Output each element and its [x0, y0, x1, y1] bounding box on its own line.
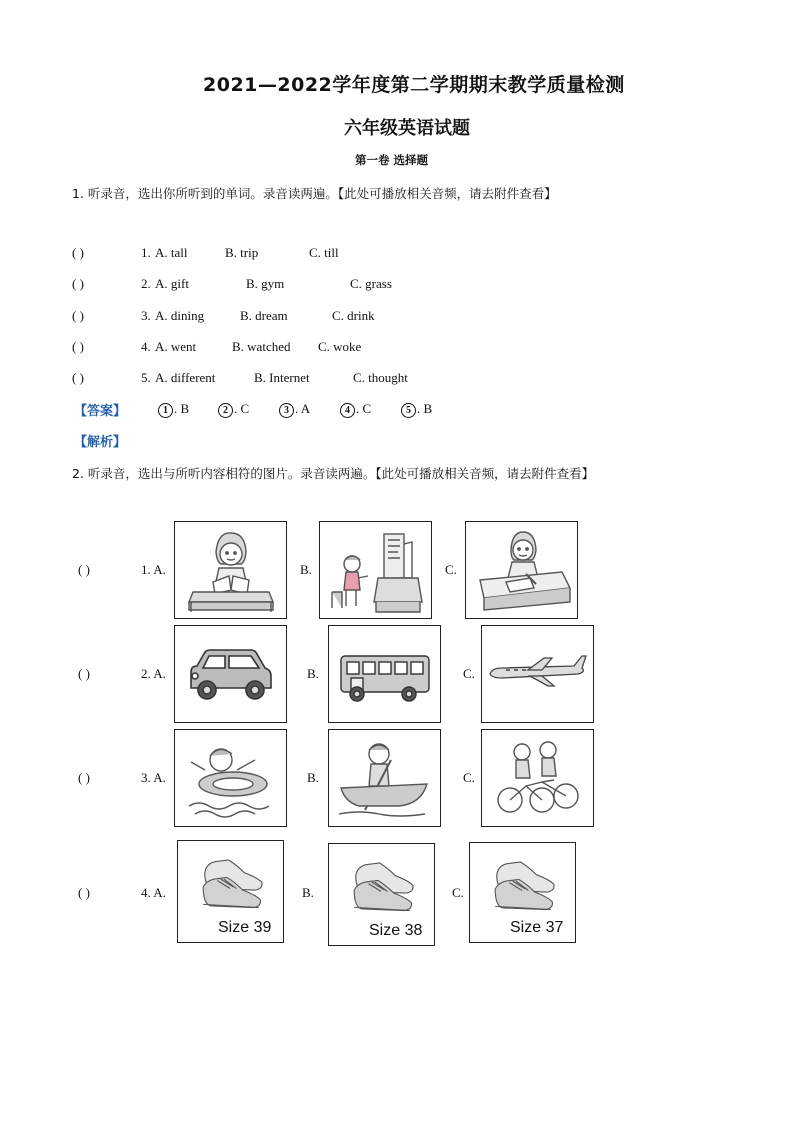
option-b-label: B. [307, 666, 319, 681]
answer-item [218, 401, 249, 418]
option-c[interactable]: C. thought [353, 370, 408, 385]
girl-writing-icon [466, 522, 577, 618]
answer-value: . A [295, 401, 311, 416]
answer-number: 2 [218, 403, 233, 418]
girl-reading-icon [175, 522, 286, 618]
girl-at-drawing-board-icon [320, 522, 431, 618]
option-b-image[interactable] [328, 625, 441, 723]
plane-icon [482, 626, 593, 722]
answer-number: 3 [279, 403, 294, 418]
question-1-prompt: 1. 听录音，选出你所听到的单词。录音读两遍。【此处可播放相关音频，请去附件查看】 [72, 186, 557, 201]
option-a-label: 4. A. [141, 885, 166, 900]
answer-value: . C [234, 401, 250, 416]
option-b-label: B. [300, 562, 312, 577]
section-heading: 第一卷 选择题 [355, 153, 429, 167]
option-c-image[interactable] [465, 521, 578, 619]
option-a[interactable]: A. went [155, 339, 197, 354]
answer-blank[interactable]: ( ) [72, 245, 84, 260]
answer-number: 1 [158, 403, 173, 418]
option-b[interactable]: B. dream [240, 308, 288, 323]
option-c[interactable]: C. drink [332, 308, 375, 323]
answer-blank[interactable]: ( ) [78, 562, 90, 577]
answer-item [158, 401, 189, 418]
page-title: 2021—2022学年度第二学期期末教学质量检测 [203, 74, 625, 96]
option-a[interactable]: A. dining [155, 308, 205, 323]
item-number: 4. [141, 339, 151, 354]
option-b[interactable]: B. trip [225, 245, 259, 260]
car-icon [175, 626, 286, 722]
option-a[interactable]: A. different [155, 370, 216, 385]
boy-rowing-icon [329, 730, 440, 826]
size-label: Size 37 [510, 919, 564, 936]
answer-value: . C [356, 401, 372, 416]
option-a[interactable]: A. tall [155, 245, 188, 260]
option-c-label: C. [463, 770, 475, 785]
sneakers-icon [329, 844, 434, 924]
answer-blank[interactable]: ( ) [72, 276, 84, 291]
bus-icon [329, 626, 440, 722]
option-a[interactable]: A. gift [155, 276, 189, 291]
option-c-label: C. [452, 885, 464, 900]
option-b-image[interactable] [328, 843, 435, 946]
option-a-image[interactable] [177, 840, 284, 943]
item-number: 1. [141, 245, 151, 260]
option-a-label: 1. A. [141, 562, 166, 577]
option-c-image[interactable] [469, 842, 576, 943]
option-b-image[interactable] [319, 521, 432, 619]
answer-label: 【答案】 [74, 404, 127, 419]
item-number: 2. [141, 276, 151, 291]
option-c-label: C. [463, 666, 475, 681]
page-subtitle: 六年级英语试题 [344, 118, 470, 139]
size-label: Size 38 [369, 922, 423, 939]
option-a-image[interactable] [174, 729, 287, 827]
option-c[interactable]: C. till [309, 245, 339, 260]
answer-item [279, 401, 310, 418]
analysis-label: 【解析】 [74, 435, 127, 450]
option-a-label: 2. A. [141, 666, 166, 681]
item-number: 3. [141, 308, 151, 323]
option-b-image[interactable] [328, 729, 441, 827]
option-c-image[interactable] [481, 625, 594, 723]
answer-blank[interactable]: ( ) [72, 370, 84, 385]
option-c[interactable]: C. woke [318, 339, 362, 354]
sneakers-icon [470, 843, 575, 923]
option-b[interactable]: B. gym [246, 276, 285, 291]
option-a-image[interactable] [174, 625, 287, 723]
answer-number: 5 [401, 403, 416, 418]
item-number: 5. [141, 370, 151, 385]
answer-value: . B [417, 401, 433, 416]
question-2-prompt: 2. 听录音，选出与所听内容相符的图片。录音读两遍。【此处可播放相关音频，请去附件查看】 [72, 466, 595, 481]
sneakers-icon [178, 841, 283, 921]
answer-item [401, 401, 432, 418]
size-label: Size 39 [218, 919, 272, 936]
answer-number: 4 [340, 403, 355, 418]
option-b[interactable]: B. Internet [254, 370, 310, 385]
option-c-image[interactable] [481, 729, 594, 827]
answer-blank[interactable]: ( ) [72, 339, 84, 354]
option-b-label: B. [307, 770, 319, 785]
answer-blank[interactable]: ( ) [78, 770, 90, 785]
answer-blank[interactable]: ( ) [78, 885, 90, 900]
option-b-label: B. [302, 885, 314, 900]
option-c[interactable]: C. grass [350, 276, 392, 291]
answer-blank[interactable]: ( ) [72, 308, 84, 323]
answer-blank[interactable]: ( ) [78, 666, 90, 681]
option-a-image[interactable] [174, 521, 287, 619]
option-c-label: C. [445, 562, 457, 577]
answer-value: . B [174, 401, 190, 416]
boy-swimming-icon [175, 730, 286, 826]
option-b[interactable]: B. watched [232, 339, 291, 354]
option-a-label: 3. A. [141, 770, 166, 785]
answer-item [340, 401, 371, 418]
kids-cycling-icon [482, 730, 593, 826]
